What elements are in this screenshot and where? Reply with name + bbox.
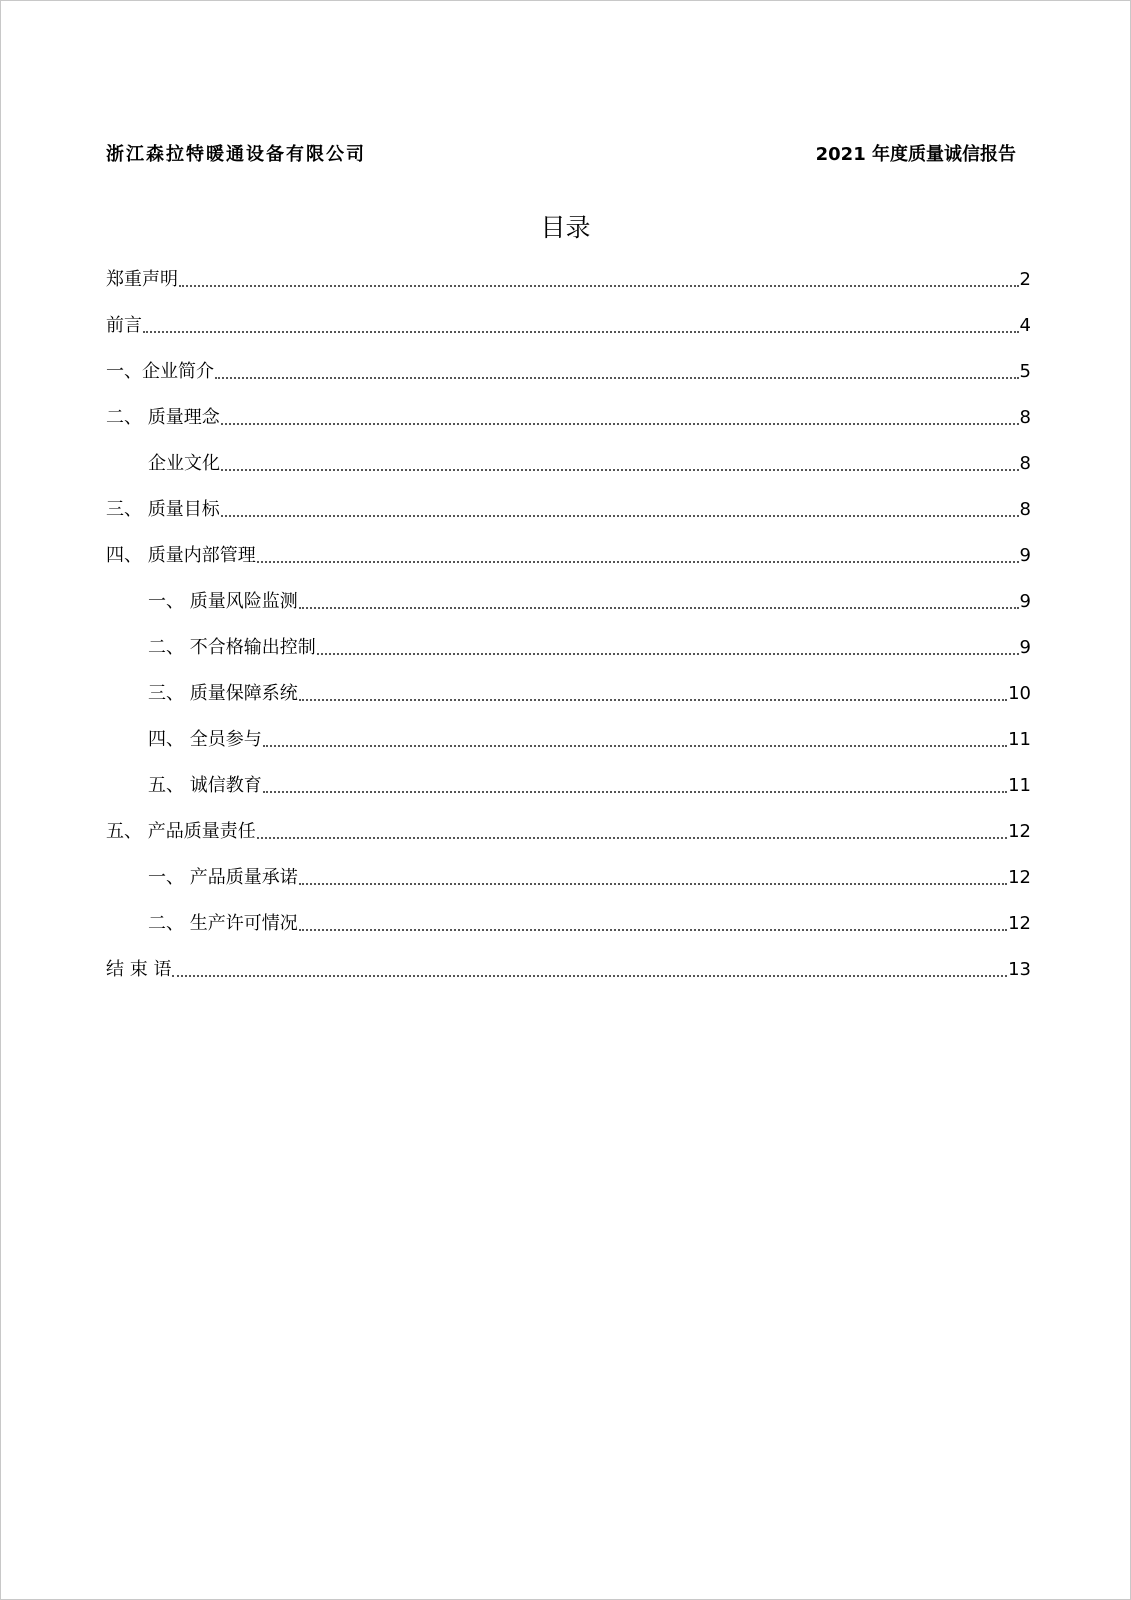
toc-entry[interactable] [148, 633, 1031, 663]
toc-leader-dots [215, 377, 1019, 379]
toc-leader-dots [221, 515, 1019, 517]
toc-entry-label: 郑重声明 [106, 269, 178, 290]
toc-entry-page: 4 [1019, 315, 1031, 336]
toc-entry[interactable] [148, 449, 1031, 479]
toc-leader-dots [317, 653, 1019, 655]
toc-entry-page: 8 [1019, 499, 1031, 520]
toc-entry-page: 8 [1019, 453, 1031, 474]
toc-entry[interactable] [106, 817, 1031, 847]
toc-entry[interactable] [106, 311, 1031, 341]
toc-leader-dots [299, 607, 1019, 609]
toc-leader-dots [263, 745, 1007, 747]
toc-entry-label: 三、 质量保障系统 [148, 683, 298, 704]
toc-leader-dots [257, 837, 1007, 839]
toc-leader-dots [299, 699, 1007, 701]
toc-leader-dots [172, 975, 1007, 977]
toc-entry-page: 9 [1019, 637, 1031, 658]
toc-entry-page: 12 [1008, 821, 1031, 842]
toc-leader-dots [143, 331, 1019, 333]
toc-entry-label: 五、 诚信教育 [148, 775, 262, 796]
toc-entry[interactable] [106, 495, 1031, 525]
toc-leader-dots [299, 929, 1007, 931]
toc-leader-dots [221, 423, 1019, 425]
toc-entry[interactable] [148, 909, 1031, 939]
toc-entry[interactable] [106, 541, 1031, 571]
toc-entry-label: 四、 质量内部管理 [106, 545, 256, 566]
toc-entry-page: 9 [1019, 591, 1031, 612]
toc-leader-dots [221, 469, 1019, 471]
toc-entry-label: 前言 [106, 315, 142, 336]
toc-entry[interactable] [148, 587, 1031, 617]
header-company-name: 浙江森拉特暖通设备有限公司 [106, 144, 366, 165]
toc-entry[interactable] [148, 725, 1031, 755]
header-report-title: 2021 年度质量诚信报告 [815, 144, 1016, 165]
toc-entry-label: 二、 质量理念 [106, 407, 220, 428]
toc-entry-label: 四、 全员参与 [148, 729, 262, 750]
toc-entry-label: 二、 生产许可情况 [148, 913, 298, 934]
toc-entry[interactable] [148, 863, 1031, 893]
toc-entry[interactable] [106, 357, 1031, 387]
toc-entry-page: 12 [1008, 867, 1031, 888]
toc-entry-page: 9 [1019, 545, 1031, 566]
toc-entry-page: 12 [1008, 913, 1031, 934]
toc-title: 目录 [540, 213, 591, 242]
toc-entry-label: 一、 质量风险监测 [148, 591, 298, 612]
page-header [106, 140, 1016, 170]
toc-leader-dots [263, 791, 1007, 793]
toc-entry[interactable] [148, 771, 1031, 801]
toc-entry[interactable] [148, 679, 1031, 709]
toc-entry-page: 11 [1008, 775, 1031, 796]
toc-leader-dots [179, 285, 1019, 287]
toc-entry-label: 二、 不合格输出控制 [148, 637, 316, 658]
toc-entry-page: 10 [1008, 683, 1031, 704]
toc-entry-page: 11 [1008, 729, 1031, 750]
toc-entry-page: 13 [1008, 959, 1031, 980]
toc-entry[interactable] [106, 955, 1031, 985]
toc-entry[interactable] [106, 265, 1031, 295]
toc-entry-label: 结 束 语 [106, 959, 172, 980]
toc-entry[interactable] [106, 403, 1031, 433]
toc-entry-page: 8 [1019, 407, 1031, 428]
toc-entry-label: 三、 质量目标 [106, 499, 220, 520]
toc-entry-label: 一、企业简介 [106, 361, 214, 382]
toc-entry-label: 企业文化 [148, 453, 220, 474]
toc-entry-label: 五、 产品质量责任 [106, 821, 256, 842]
toc-leader-dots [257, 561, 1019, 563]
toc-entry-label: 一、 产品质量承诺 [148, 867, 298, 888]
toc-entry-page: 5 [1019, 361, 1031, 382]
toc-leader-dots [299, 883, 1007, 885]
toc-entry-page: 2 [1019, 269, 1031, 290]
